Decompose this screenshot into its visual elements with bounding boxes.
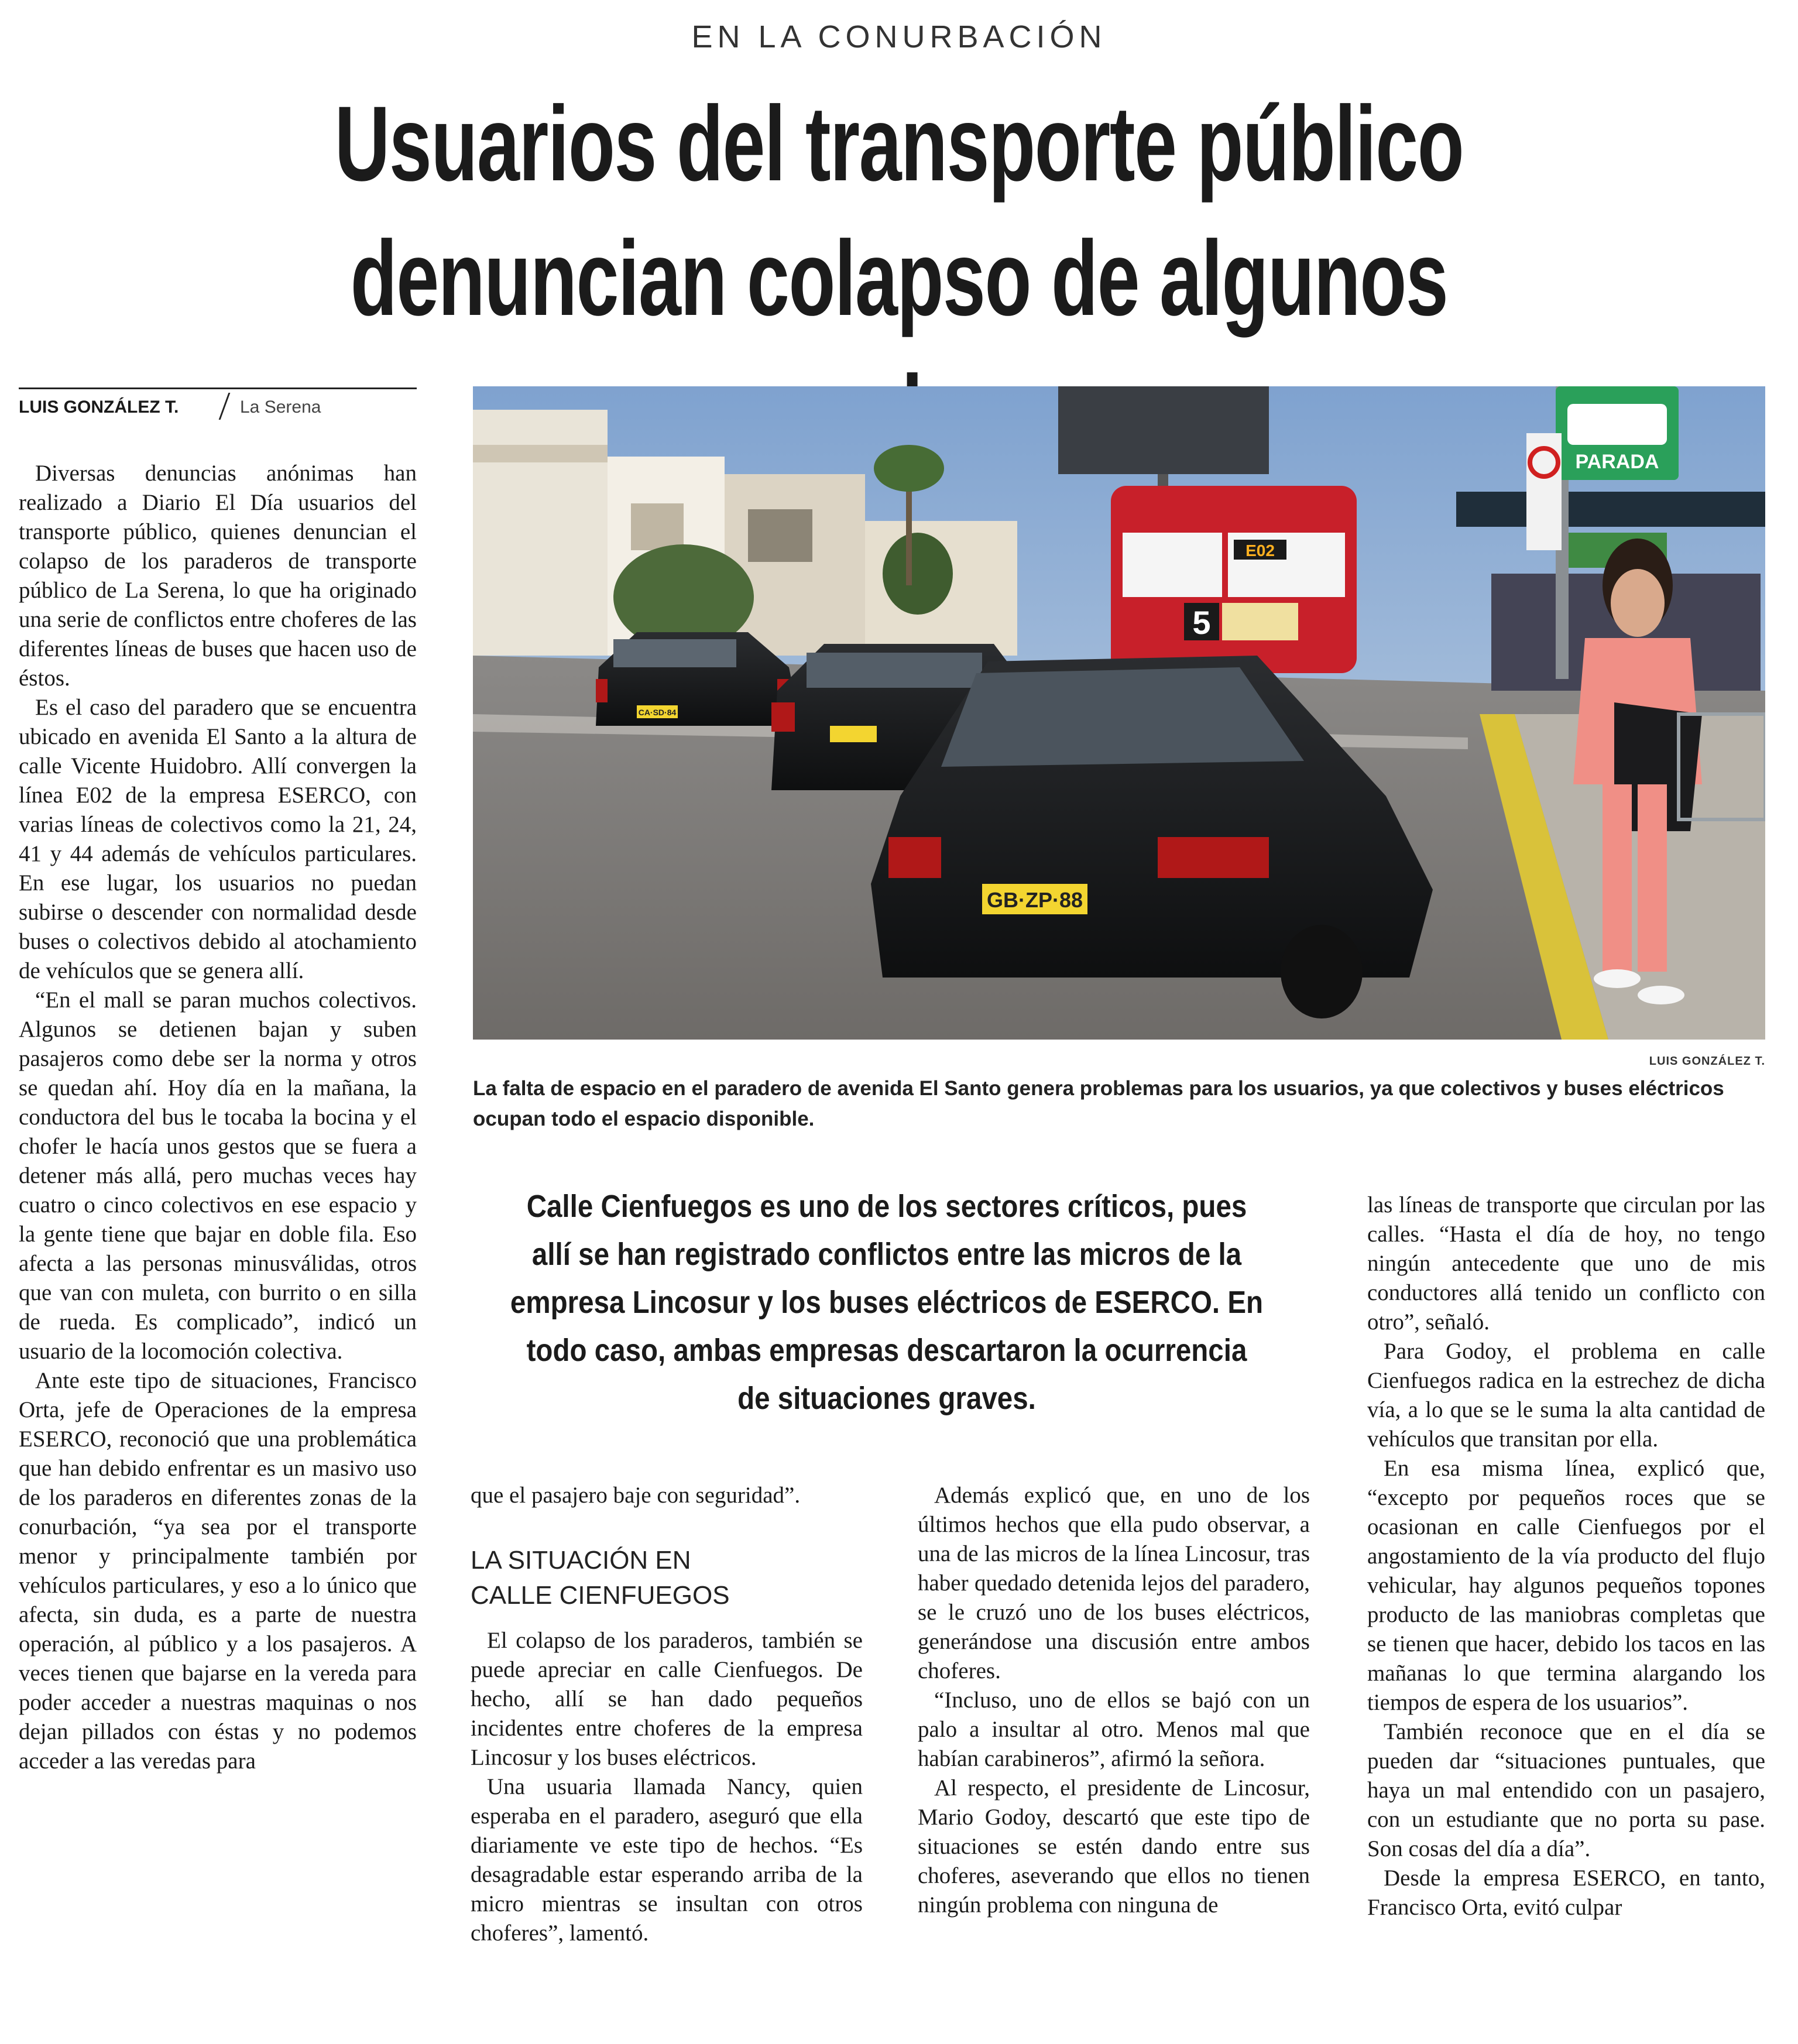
paragraph: Al respecto, el presidente de Lincosur, Mario Godoy, descartó que este tipo de situaciones se estén dando entre sus choferes, aseverando que ellos no tienen ningún problema con ninguna de [918,1775,1310,1918]
paragraph: También reconoce que en el día se pueden dar “situaciones puntuales, que haya un mal entendido con un pasajero, con un estudiante que no porta su pase. Son cosas del día a día”. [1367,1719,1765,1861]
paragraph: Es el caso del paradero que se encuentra ubicado en avenida El Santo a la altura de calle Vicente Huidobro. Allí convergen la línea E02 de la empresa ESERCO, con varias líneas de colectivos como la 21, 24, 41 y 44 además de vehículos particulares. En ese lugar, los usuarios no puedan subirse o descender con normalidad desde buses o colectivos debido al atochamiento de vehículos que se genera allí. [19,695,417,983]
plate-front: GB·ZP·88 [986,888,1083,912]
article-column-1 [19,459,417,1776]
paragraph: Para Godoy, el problema en calle Cienfuegos radica en la estrechez de dicha vía, a lo que se le suma la alta cantidad de vehículos que transitan por ella. [1367,1339,1765,1452]
article-column-4 [1367,1191,1765,1922]
paragraph: Diversas denuncias anónimas han realizado a Diario El Día usuarios del transporte público, quienes denuncian el colapso de los paraderos de transporte público de La Serena, lo que ha originado una serie de conflictos entre choferes de las diferentes líneas de buses que hacen uso de éstos. [19,461,417,691]
bus-route-label: E02 [1245,541,1275,560]
subhead-line-1: LA SITUACIÓN EN [471,1546,691,1575]
paragraph: las líneas de transporte que circulan por las calles. “Hasta el día de hoy, no tengo ningún antecedente que uno de mis conductores allá tenido un conflicto con otro”, señaló. [1367,1192,1765,1335]
paragraph: que el pasajero baje con seguridad”. [471,1483,801,1508]
article-photo [473,386,1765,1040]
byline [19,387,417,423]
byline-divider [219,393,231,420]
headline-line-2: denuncian colapso de algunos [350,218,1448,338]
article-column-2 [471,1481,863,1948]
headline-line-1: Usuarios del transporte público [334,84,1464,203]
section-kicker: EN LA CONURBACIÓN [691,19,1107,54]
photo-caption: La falta de espacio en el paradero de avenida El Santo genera problemas para los usuarios, ya que colectivos y buses eléctricos ocupan todo el espacio disponible. [473,1077,1724,1130]
paragraph: “En el mall se paran muchos colectivos. Algunos se detienen bajan y suben pasajeros como debe ser la norma y otros se quedan ahí. Hoy día en la mañana, la conductora del bus le tocaba la bocina y el chofer le hacía unos gestos que se fuera a detener más allá, pero muchas veces hay cuatro o cinco colectivos en ese espacio y la gente tiene que bajar en doble fila. Eso afecta a las personas minusválidas, otros que van con muleta, con burrito o en silla de rueda. Es complicado”, indicó un usuario de la locomoción colectiva. [19,987,417,1364]
parada-sign-text: PARADA [1575,451,1659,473]
paragraph: Desde la empresa ESERCO, en tanto, Francisco Orta, evitó culpar [1367,1865,1765,1920]
paragraph: El colapso de los paraderos, también se puede apreciar en calle Cienfuegos. De hecho, allí se han dado pequeños incidentes entre choferes de la empresa Lincosur y los buses eléctricos. [471,1628,863,1770]
paragraph: “Incluso, uno de ellos se bajó con un palo a insultar al otro. Menos mal que habían carabineros”, afirmó la señora. [918,1688,1310,1771]
paragraph: Ante este tipo de situaciones, Francisco Orta, jefe de Operaciones de la empresa ESERCO, reconoció que una problemática que han debido enfrentar es un masivo uso de los paraderos en diferentes zonas de la conurbación, “ya sea por el transporte menor y principalmente también por vehículos particulares, y eso a lo único que afecta, sin duda, es a parte de nuestra operación, al público y a los pasajeros. A veces tienen que bajarse en la vereda para poder acceder a nuestras maquinas o nos dejan pillados con éstas y no podemos acceder a las veredas para [19,1368,417,1774]
byline-place: La Serena [240,397,321,417]
article-column-3 [918,1481,1310,1920]
pull-quote: Calle Cienfuegos es uno de los sectores críticos, pues allí se han registrado conflictos entre las micros de la empresa Lincosur y los buses eléctricos de ESERCO. En todo caso, ambas empresas descartaron la ocurrencia de situaciones graves. [510,1189,1264,1416]
subhead-line-2: CALLE CIENFUEGOS [471,1581,730,1610]
paragraph: Una usuaria llamada Nancy, quien esperaba en el paradero, aseguró que ella diariamente ve este tipo de hechos. “Es desagradable estar esperando arriba de la micro mientras se insultan con otros choferes”, lamentó. [471,1774,863,1946]
photo-credit: LUIS GONZÁLEZ T. [1649,1055,1765,1068]
bus-number-label: 5 [1192,604,1211,641]
paragraph: En esa misma línea, explicó que, “excepto por pequeños roces que se ocasionan en calle Cienfuegos por el angostamiento de la vía producto del flujo vehicular, hay algunos pequeños topones producto de las maniobras completas que se tienen que hacer, debido los tacos en las mañanas lo que termina alargando los tiempos de espera de los usuarios”. [1367,1456,1765,1715]
paragraph: Además explicó que, en uno de los últimos hechos que ella pudo observar, a una de las micros de la línea Lincosur, tras haber quedado detenida lejos del paradero, se le cruzó uno de los buses eléctricos, generándose una discusión entre ambos choferes. [918,1483,1310,1683]
plate-left: CA·SD·84 [638,708,677,717]
byline-author: LUIS GONZÁLEZ T. [19,397,179,417]
section-subhead [471,1543,863,1613]
